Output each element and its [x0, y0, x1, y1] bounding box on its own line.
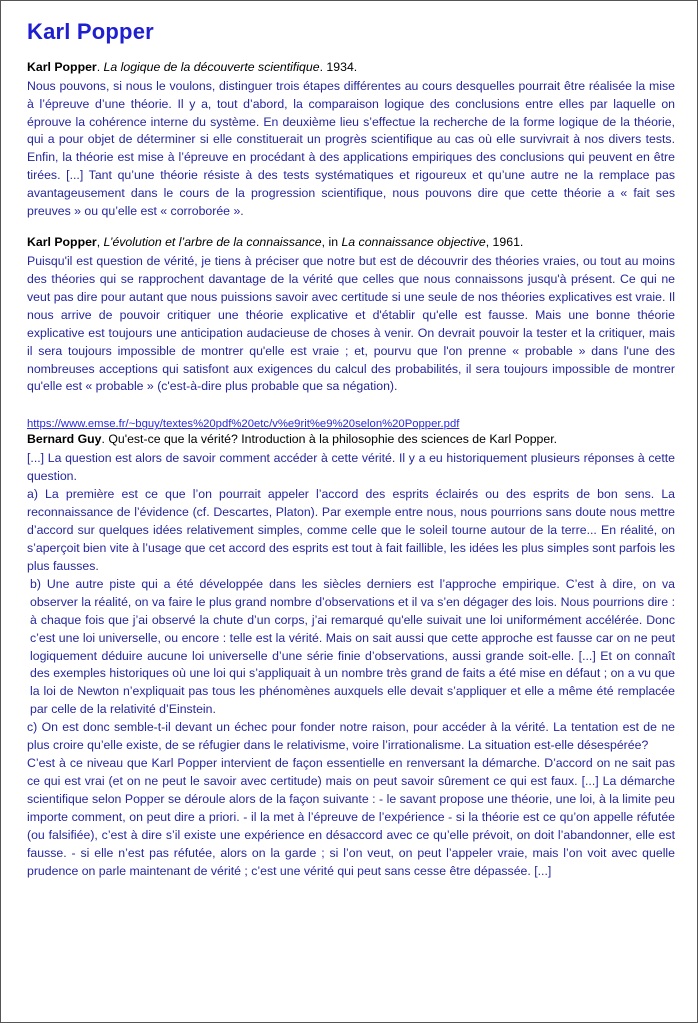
- source-url-link[interactable]: https://www.emse.fr/~bguy/textes%20pdf%20etc/v%e9rit%e9%20selon%20Popper.pdf: [27, 418, 460, 431]
- quote-paragraph: Nous pouvons, si nous le voulons, distinguer trois étapes différentes au cours desquelles pourrait être réalisée la mise à l’épreuve d’une théorie. Il y a, tout d’abord, la comparaison logique des conclusions entre elles par laquelle on éprouve la cohérence interne du système. En deuxième lieu s’effectue la recherche de la forme logique de la théorie, qui a pour objet de déterminer si elle constituerait un progrès scientifique au cas où elle survivrait à nos divers tests. Enfin, la théorie est mise à l’épreuve en procédant à des applications empiriques des conclusions qui peuvent en être tirées. [...] Tant qu’une théorie résiste à des tests systématiques et rigoureux et qu’une autre ne la remplace pas avantageusement dans le cours de la progression scientifique, nous pouvons dire que cette théorie a « fait ses preuves » ou qu’elle est « corroborée ».: [27, 78, 675, 219]
- page-title: Karl Popper: [27, 19, 154, 44]
- quote-paragraph: Puisqu'il est question de vérité, je tiens à préciser que notre but est de découvrir des théories vraies, ou tout au moins des théories qui se rapprochent davantage de la vérité que celles que nous connaissons jusqu'à présent. Ce qui ne veut pas dire pour autant que nous puissions savoir avec certitude si une seule de nos théories explicatives est vraie. Il nous arrive de pouvoir critiquer une théorie explicative et d'établir qu'elle est fausse. Mais une bonne théorie explicative est toujours une anticipation audacieuse de choses à venir. On devrait pouvoir la tester et la critiquer, mais il sera toujours impossible de montrer qu'elle est vraie ; et, pourvu que l'on prenne « probable » dans l'une des nombreuses acceptions qui satisfont aux exigences du calcul des probabilités, il sera toujours impossible de montrer qu'elle est « probable » (c'est-à-dire plus probable que sa négation).: [27, 253, 675, 394]
- source-paragraph-a: a) La première est ce que l’on pourrait appeler l’accord des esprits éclairés ou des esprits de bon sens. La reconnaissance de l’évidence (cf. Descartes, Platon). Par exemple entre nous, nous pourrions sans doute nous mettre d’accord sur quelques idées relativement simples, comme celle que le soleil tourne autour de la terre... En réalité, on s’aperçoit bien vite à l’usage que cet accord des esprits est tout à fait faillible, les idées les plus simples sont parfois les plus fausses.: [27, 486, 675, 573]
- source-paragraph-popper: C’est à ce niveau que Karl Popper intervient de façon essentielle en renversant la démarche. D’accord on ne sait pas ce qui est vrai (et on ne peut le savoir avec certitude) mais on peut savoir sûrement ce qui est faux. [...] La démarche scientifique selon Popper se déroule alors de la façon suivante : - le savant propose une théorie, une loi, à la limite peu importe comment, on peut dire a priori. - il la met à l’épreuve de l’expérience - si la théorie est ce qu’on appelle réfutée (ou falsifiée), c’est à dire s’il existe une expérience en désaccord avec ce qu’elle prévoit, on doit l’abandonner, elle est fausse. - si elle n’est pas réfutée, alors on la garde ; si l’on veut, on peut l’appeler vraie, mais l’on voit avec quelle prudence on parle maintenant de vérité ; c’est une vérité qui peut sans cesse être dépassée. [...]: [27, 756, 675, 878]
- citation-year: 1961.: [492, 235, 524, 250]
- source-paragraph-b: b) Une autre piste qui a été développée dans les siècles derniers est l’approche empirique. C’est à dire, on va observer la réalité, on va faire le plus grand nombre d’observations et il va s’en dégager des lois. Nous pourrions dire : à chaque fois que j’ai observé la chute d’un corps, j’ai remarqué qu'elle suivait une loi uniformément accélérée. Donc c’est une loi universelle, ou encore : telle est la vérité. Mais on sait aussi que cette approche est fausse car on ne peut logiquement déduire aucune loi universelle d’une série finie d’observations, aussi grande soit-elle. [...] Et on connaît des exemples historiques où une loi qui s’appliquait à un nombre très grand de faits a été mise en défaut ; on a vu que la loi de Newton n’expliquait pas tous les phénomènes auxquels elle devait s’appliquer et elle a même été remplacée par celle de la relativité d’Einstein.: [30, 576, 675, 717]
- citation-sep: ,: [96, 235, 104, 250]
- source-paragraph-intro: [...] La question est alors de savoir comment accéder à cette vérité. Il y a eu historiquement plusieurs réponses à cette question.: [27, 451, 675, 483]
- citation-year: 1934.: [326, 60, 358, 74]
- citation-line: [27, 234, 675, 251]
- citation-line: [27, 59, 675, 76]
- citation-author: Karl Popper: [27, 235, 97, 250]
- document-body: [1, 1, 697, 891]
- citation-work: La logique de la découverte scientifique: [103, 60, 320, 74]
- source-author: Bernard Guy: [27, 432, 102, 447]
- citation-mid: , in: [321, 235, 342, 250]
- citation-sep: .: [96, 60, 104, 74]
- section-popper-1934: [27, 59, 675, 221]
- citation-author: Karl Popper: [27, 60, 97, 74]
- section-popper-1961: [27, 234, 675, 396]
- source-citation-line: [27, 431, 675, 448]
- citation-sep2: ,: [485, 235, 493, 250]
- source-description: . Qu'est-ce que la vérité? Introduction à la philosophie des sciences de Karl Popper.: [101, 432, 558, 447]
- citation-sep2: .: [319, 60, 327, 74]
- citation-work: L’évolution et l’arbre de la connaissance: [103, 235, 322, 250]
- source-paragraph-c: c) On est donc semble-t-il devant un échec pour fonder notre raison, pour accéder à la vérité. La tentation est de ne plus croire qu’elle existe, de se réfugier dans le relativisme, voire l’irrationalisme. La situation est-elle désespérée?: [27, 720, 675, 753]
- citation-work-2: La connaissance objective: [341, 235, 486, 250]
